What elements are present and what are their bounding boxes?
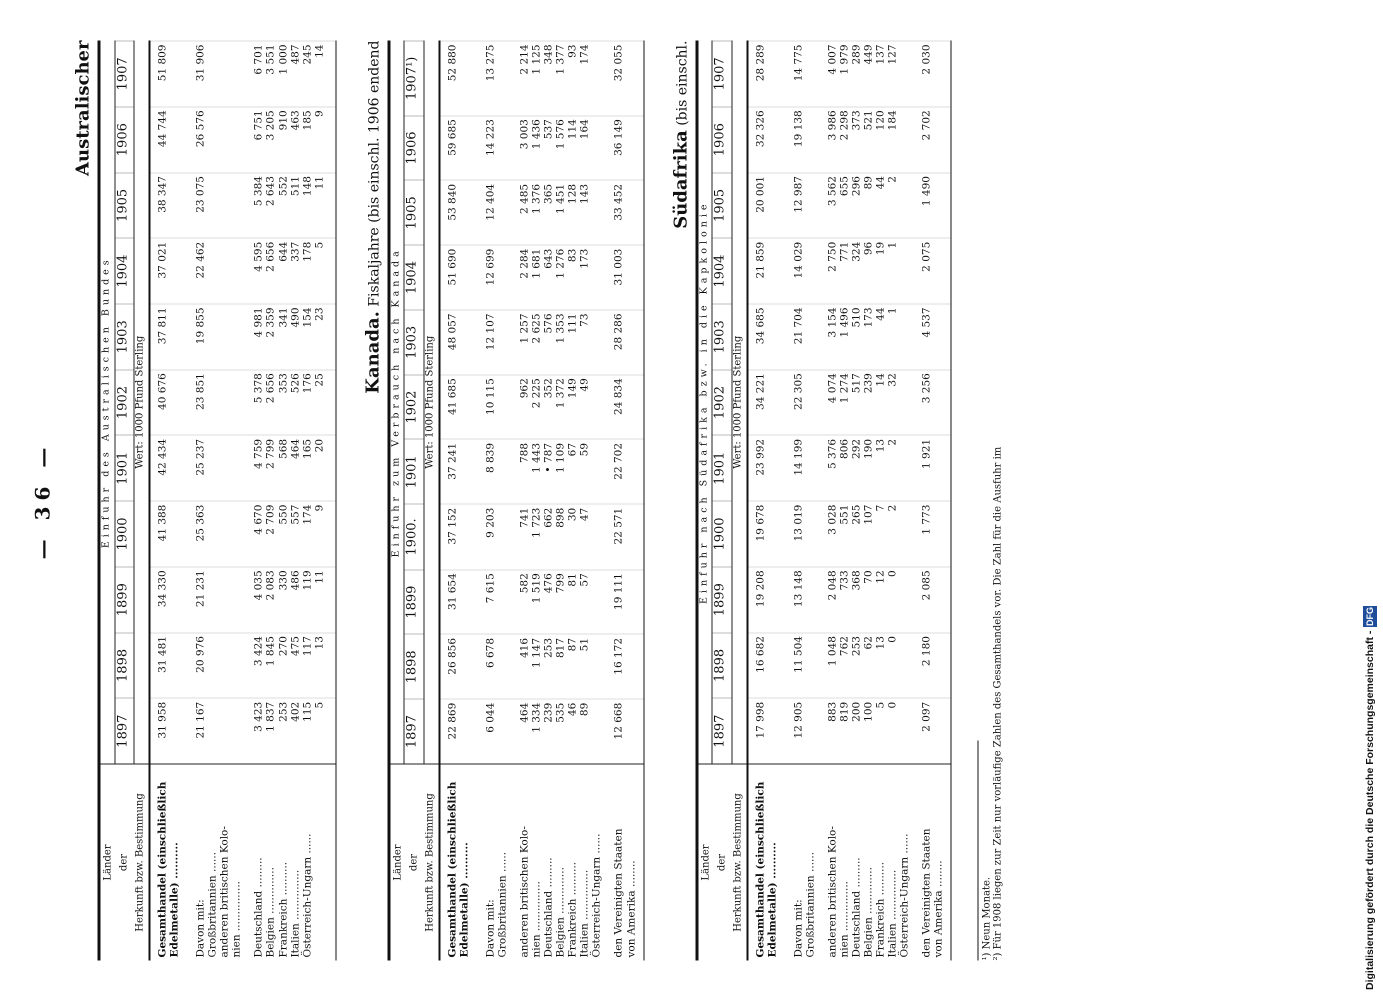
table-cell: 1 773 xyxy=(920,501,950,567)
table-cell: 37 241 xyxy=(439,439,484,504)
table-cell: 26 576 xyxy=(194,106,252,172)
table-cell: 28 289 xyxy=(747,41,792,107)
trade-table xyxy=(387,40,644,960)
table-row xyxy=(612,41,642,961)
year-header: 1900 xyxy=(712,501,732,567)
year-header: 1907¹) xyxy=(404,41,424,116)
table-header: Einfuhr des Australischen Bundes xyxy=(100,41,114,764)
table-cell: 31 906 xyxy=(194,41,252,107)
table-cell: 2 085 xyxy=(920,566,950,632)
year-header: 1906 xyxy=(114,106,134,172)
table-cell: 2 075 xyxy=(920,238,950,304)
table-cell: 20 976 xyxy=(194,632,252,698)
row-label: anderen britischen Kolo- nien ............... Deutschland ......... Belgien .............. Frankreich .......... Italien ............... Österreich-Ungarn ...... xyxy=(518,764,612,961)
table-cell: 44 744 xyxy=(149,106,194,172)
table-cell: 51 690 xyxy=(439,245,484,310)
table-cell: 26 856 xyxy=(439,634,484,699)
table-cell: 59 685 xyxy=(439,115,484,180)
region-subtitle: Fiskaljahre (bis einschl. 1906 endend xyxy=(365,40,382,311)
table-cell: 22 305 xyxy=(792,369,826,435)
table-cell: 4 007 1 979 289 449 137 127 xyxy=(826,41,920,107)
table-cell: 48 057 xyxy=(439,309,484,374)
region-name: Australischer xyxy=(72,40,93,176)
table-cell: 19 138 xyxy=(792,106,826,172)
table-cell: 464 1 334 239 535 46 89 xyxy=(518,699,612,764)
table-cell: 741 1 723 662 898 30 47 xyxy=(518,504,612,569)
table-cell: 53 840 xyxy=(439,180,484,245)
table-cell: 1 257 2 625 576 1 353 111 73 xyxy=(518,309,612,374)
year-header: 1897 xyxy=(712,698,732,764)
table-cell: 4 595 2 656 644 337 178 5 xyxy=(252,238,334,304)
table-cell: 38 347 xyxy=(149,172,194,238)
table-cell: 4 981 2 359 341 490 154 23 xyxy=(252,303,334,369)
unit-label: Wert: 1000 Pfund Sterling xyxy=(134,41,149,764)
table-cell: 4 035 2 083 330 486 119 11 xyxy=(252,566,334,632)
lander-header-line: Herkunft bzw. Bestimmung xyxy=(423,792,435,932)
year-header: 1901 xyxy=(114,435,134,501)
table-cell: 23 851 xyxy=(194,369,252,435)
table-cell: 25 237 xyxy=(194,435,252,501)
table-row xyxy=(194,41,252,961)
table-cell: 19 855 xyxy=(194,303,252,369)
lander-header xyxy=(390,764,439,961)
region-subtitle: (bis einschl. xyxy=(673,40,690,130)
table-cell: 13 019 xyxy=(792,501,826,567)
lander-header-line: Länder xyxy=(391,843,403,881)
row-label: Gesamthandel (einschließlich Edelmetalle) .......... xyxy=(439,764,484,961)
table-cell: 14 223 xyxy=(484,115,518,180)
row-label: Deutschland ......... Belgien .............. Frankreich .......... Italien ............... Österreich-Ungarn ...... xyxy=(252,764,334,961)
table-cell: 3 424 1 845 270 475 117 13 xyxy=(252,632,334,698)
table-cell: 10 115 xyxy=(484,374,518,439)
table-cell: 8 839 xyxy=(484,439,518,504)
table-cell: 28 286 xyxy=(612,309,642,374)
row-label: den Vereinigten Staaten von Amerika ........ xyxy=(612,764,642,961)
lander-header-line: der xyxy=(715,853,727,871)
table-cell: 6 678 xyxy=(484,634,518,699)
row-label: Davon mit: Großbritannien ...... xyxy=(792,764,826,961)
table-cell: 36 149 xyxy=(612,115,642,180)
table-cell: 31 003 xyxy=(612,245,642,310)
lander-header-line: Länder xyxy=(102,843,113,881)
table-cell: 21 167 xyxy=(194,698,252,764)
table-cell: 6 044 xyxy=(484,699,518,764)
table-cell: 2 030 xyxy=(920,41,950,107)
region-name: Südafrika xyxy=(669,129,691,229)
table-cell: 31 481 xyxy=(149,632,194,698)
table-cell: 416 1 147 253 817 87 51 xyxy=(518,634,612,699)
year-header: 1905 xyxy=(712,172,732,238)
table-cell: 20 001 xyxy=(747,172,792,238)
table-cell: 5 376 806 292 190 13 2 xyxy=(826,435,920,501)
table-cell: 34 221 xyxy=(747,369,792,435)
table-cell: 16 172 xyxy=(612,634,642,699)
row-label: anderen britischen Kolo- nien ............... Deutschland ......... Belgien .............. Frankreich .......... Italien ............... Österreich-Ungarn ...... xyxy=(826,764,920,961)
footnote-2: ²) Für 1908 liegen zur Zeit nur vorläufige Zahlen des Gesamthandels vor. Die Zahl für die Ausfuhr im xyxy=(992,446,1004,960)
table-cell: 12 905 xyxy=(792,698,826,764)
table-cell: 31 958 xyxy=(149,698,194,764)
table-cell: 32 326 xyxy=(747,106,792,172)
lander-header-line: Länder xyxy=(699,843,711,881)
year-header: 1901 xyxy=(712,435,732,501)
year-header: 1902 xyxy=(712,369,732,435)
table-cell: 37 811 xyxy=(149,303,194,369)
table-row xyxy=(747,41,792,961)
table-cell: 9 203 xyxy=(484,504,518,569)
year-header: 1898 xyxy=(712,632,732,698)
region-title xyxy=(72,40,93,960)
table-cell: 21 231 xyxy=(194,566,252,632)
year-header: 1899 xyxy=(712,566,732,632)
trade-table xyxy=(97,40,336,960)
table-row xyxy=(920,41,950,961)
page-number: — 36 — xyxy=(30,441,54,559)
year-header: 1900 xyxy=(114,501,134,567)
table-cell: 3 986 2 298 373 521 120 184 xyxy=(826,106,920,172)
table-cell: 5 384 2 643 552 511 148 11 xyxy=(252,172,334,238)
table-cell: 14 775 xyxy=(792,41,826,107)
year-header: 1897 xyxy=(404,699,424,764)
table-cell: 12 107 xyxy=(484,309,518,374)
table-cell: 6 701 3 551 1 000 487 245 14 xyxy=(252,41,334,107)
table-cell: 1 048 762 253 62 13 0 xyxy=(826,632,920,698)
table-row xyxy=(439,41,484,961)
row-label: den Vereinigten Staaten von Amerika ........ xyxy=(920,764,950,961)
year-header: 1902 xyxy=(114,369,134,435)
table-cell: 32 055 xyxy=(612,41,642,116)
year-header: 1899 xyxy=(404,569,424,634)
year-header: 1903 xyxy=(114,303,134,369)
table-cell: 24 834 xyxy=(612,374,642,439)
year-header: 1905 xyxy=(114,172,134,238)
year-header: 1906 xyxy=(404,115,424,180)
year-header: 1904 xyxy=(404,245,424,310)
year-header: 1898 xyxy=(404,634,424,699)
table-row xyxy=(252,41,334,961)
table-cell: 21 704 xyxy=(792,303,826,369)
footnotes xyxy=(977,40,1003,960)
tables-container xyxy=(72,40,951,960)
table-cell: 37 152 xyxy=(439,504,484,569)
lander-header xyxy=(698,764,747,961)
lander-header-line: der xyxy=(118,853,129,871)
table-cell: 4 670 2 709 550 557 174 9 xyxy=(252,501,334,567)
lander-header-line: der xyxy=(407,853,419,871)
table-cell: 3 028 551 265 107 7 2 xyxy=(826,501,920,567)
table-cell: 52 880 xyxy=(439,41,484,116)
page-sheet xyxy=(20,40,1003,960)
table-cell: 14 199 xyxy=(792,435,826,501)
table-cell: 2 750 771 324 96 19 1 xyxy=(826,238,920,304)
table-cell: 22 869 xyxy=(439,699,484,764)
row-label: Gesamthandel (einschließlich Edelmetalle) .......... xyxy=(149,764,194,961)
table-cell: 12 987 xyxy=(792,172,826,238)
table-cell: 2 048 733 368 70 12 0 xyxy=(826,566,920,632)
table-cell: 42 434 xyxy=(149,435,194,501)
table-row xyxy=(149,41,194,961)
row-label: Gesamthandel (einschließlich Edelmetalle) .......... xyxy=(747,764,792,961)
table-cell: 883 819 200 100 5 0 xyxy=(826,698,920,764)
table-cell: 582 1 519 476 799 81 57 xyxy=(518,569,612,634)
table-cell: 3 256 xyxy=(920,369,950,435)
year-header: 1900. xyxy=(404,504,424,569)
table-cell: 40 676 xyxy=(149,369,194,435)
table-cell: 19 208 xyxy=(747,566,792,632)
table-cell: 3 562 655 296 89 44 2 xyxy=(826,172,920,238)
table-cell: 2 702 xyxy=(920,106,950,172)
table-cell: 2 180 xyxy=(920,632,950,698)
year-header: 1902 xyxy=(404,374,424,439)
table-cell: 19 678 xyxy=(747,501,792,567)
unit-label: Wert: 1000 Pfund Sterling xyxy=(423,41,438,764)
year-header: 1904 xyxy=(712,238,732,304)
digitization-text: Digitalisierung gefördert durch die Deutsche Forschungsgemeinschaft - xyxy=(1364,630,1376,990)
table-cell: 22 702 xyxy=(612,439,642,504)
table-cell: 4 759 2 799 568 464 165 20 xyxy=(252,435,334,501)
table-cell: 17 998 xyxy=(747,698,792,764)
table-cell: 2 214 1 125 348 1 377 93 174 xyxy=(518,41,612,116)
table-cell: 13 275 xyxy=(484,41,518,116)
table-cell: 14 029 xyxy=(792,238,826,304)
year-header: 1907 xyxy=(114,41,134,107)
region-title xyxy=(670,40,691,960)
table-cell: 1 490 xyxy=(920,172,950,238)
table-cell: 16 682 xyxy=(747,632,792,698)
unit-label: Wert: 1000 Pfund Sterling xyxy=(731,41,746,764)
table-cell: 788 1 443 • 787 1 109 67 59 xyxy=(518,439,612,504)
row-label: Davon mit: Großbritannien ...... xyxy=(484,764,518,961)
table-row xyxy=(826,41,920,961)
trade-table xyxy=(695,40,952,960)
table-cell: 4 074 1 274 517 239 14 32 xyxy=(826,369,920,435)
table-header: Einfuhr nach Südafrika bzw. in die Kapkolonie xyxy=(698,41,712,764)
table-cell: 5 378 2 656 353 526 176 25 xyxy=(252,369,334,435)
region-title xyxy=(362,40,383,960)
table-cell: 25 363 xyxy=(194,501,252,567)
table-cell: 23 992 xyxy=(747,435,792,501)
year-header: 1904 xyxy=(114,238,134,304)
table-cell: 13 148 xyxy=(792,566,826,632)
year-header: 1897 xyxy=(114,698,134,764)
year-header: 1907 xyxy=(712,41,732,107)
table-cell: 11 504 xyxy=(792,632,826,698)
table-cell: 962 2 225 352 1 372 149 49 xyxy=(518,374,612,439)
year-header: 1905 xyxy=(404,180,424,245)
table-cell: 34 685 xyxy=(747,303,792,369)
table-cell: 4 537 xyxy=(920,303,950,369)
year-header: 1898 xyxy=(114,632,134,698)
row-label: Davon mit: Großbritannien ...... anderen britischen Kolo- nien ............... xyxy=(194,764,252,961)
table-cell: 22 571 xyxy=(612,504,642,569)
lander-header xyxy=(100,764,149,961)
table-cell: 12 699 xyxy=(484,245,518,310)
table-cell: 3 003 1 436 537 1 576 114 164 xyxy=(518,115,612,180)
year-header: 1906 xyxy=(712,106,732,172)
lander-header-line: Herkunft bzw. Bestimmung xyxy=(134,792,145,932)
region-name: Kanada. xyxy=(361,310,383,394)
year-header: 1899 xyxy=(114,566,134,632)
table-cell: 41 388 xyxy=(149,501,194,567)
table-row xyxy=(484,41,518,961)
table-cell: 31 654 xyxy=(439,569,484,634)
table-cell: 21 859 xyxy=(747,238,792,304)
table-cell: 33 452 xyxy=(612,180,642,245)
table-cell: 7 615 xyxy=(484,569,518,634)
table-cell: 19 111 xyxy=(612,569,642,634)
table-cell: 51 809 xyxy=(149,41,194,107)
table-cell: 12 404 xyxy=(484,180,518,245)
dfg-logo: DFG xyxy=(1365,606,1375,626)
table-row xyxy=(518,41,612,961)
table-cell: 37 021 xyxy=(149,238,194,304)
year-header: 1901 xyxy=(404,439,424,504)
lander-header-line: Herkunft bzw. Bestimmung xyxy=(731,792,743,932)
table-cell: 3 154 1 496 510 173 44 1 xyxy=(826,303,920,369)
table-cell: 23 075 xyxy=(194,172,252,238)
year-header: 1903 xyxy=(712,303,732,369)
table-cell: 2 485 1 376 365 1 451 128 143 xyxy=(518,180,612,245)
table-cell: 22 462 xyxy=(194,238,252,304)
table-header: Einfuhr zum Verbrauch nach Kanada xyxy=(390,41,404,764)
table-cell: 41 685 xyxy=(439,374,484,439)
table-cell: 12 668 xyxy=(612,699,642,764)
table-cell: 2 097 xyxy=(920,698,950,764)
table-row xyxy=(792,41,826,961)
table-cell: 3 423 1 837 253 402 115 5 xyxy=(252,698,334,764)
table-cell: 2 284 1 681 643 1 276 83 173 xyxy=(518,245,612,310)
year-header: 1903 xyxy=(404,309,424,374)
table-cell: 1 921 xyxy=(920,435,950,501)
table-cell: 6 751 3 205 910 463 185 9 xyxy=(252,106,334,172)
table-cell: 34 330 xyxy=(149,566,194,632)
footnote-1: ¹) Neun Monate. xyxy=(981,876,993,960)
